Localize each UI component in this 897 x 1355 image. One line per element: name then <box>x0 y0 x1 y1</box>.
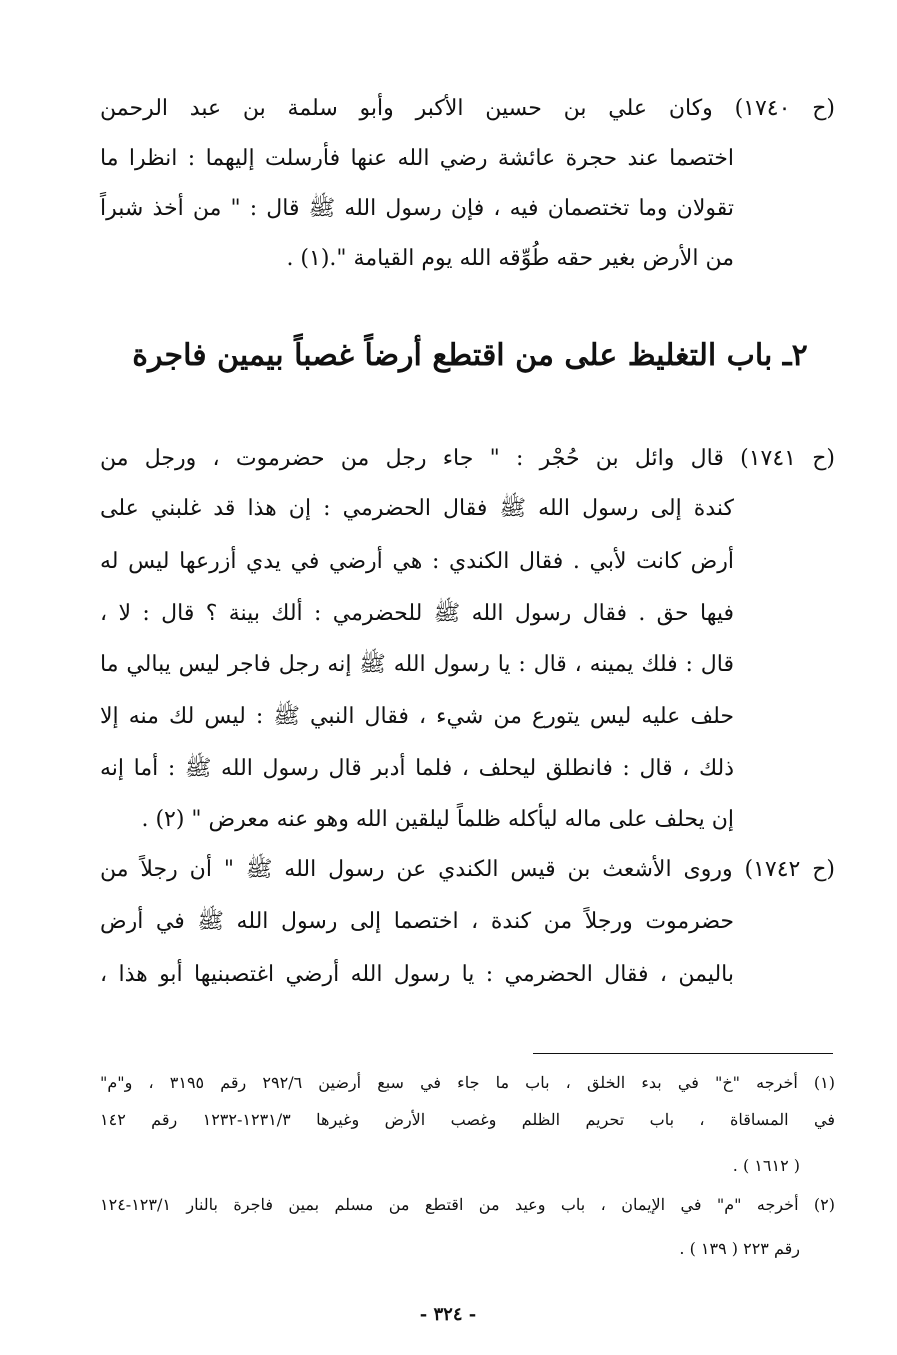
footnote-1-line-3: ( ١٦١٢ ) . <box>732 1156 800 1175</box>
hadith-1742-line-1: (ح ١٧٤٢) وروى الأشعث بن قيس الكندي عن رسول الله ﷺ " أن رجلاً من <box>100 857 836 882</box>
hadith-1742-line-2: حضرموت ورجلاً من كندة ، اختصما إلى رسول الله ﷺ في أرض <box>100 909 734 934</box>
hadith-1741-line-6: حلف عليه ليس يتورع من شيء ، فقال النبي ﷺ : ليس لك منه إلا <box>100 704 734 729</box>
hadith-1740-line-3: تقولان وما تختصمان فيه ، فإن رسول الله ﷺ قال : " من أخذ شبراً <box>100 196 734 221</box>
hadith-1741-line-3: أرض كانت لأبي . فقال الكندي : هي أرضي في يدي أزرعها ليس له <box>100 549 734 574</box>
hadith-1741-line-1: (ح ١٧٤١) قال وائل بن حُجْر : " جاء رجل من حضرموت ، ورجل من <box>100 446 835 471</box>
hadith-1742-line-3: باليمن ، فقال الحضرمي : يا رسول الله أرضي اغتصبنيها أبو هذا ، <box>100 962 734 987</box>
hadith-1741-line-2: كندة إلى رسول الله ﷺ فقال الحضرمي : إن هذا قد غلبني على <box>100 496 734 521</box>
hadith-1741-line-5: قال : فلك يمينه ، قال : يا رسول الله ﷺ إنه رجل فاجر ليس يبالي ما <box>100 652 734 677</box>
hadith-1741-line-7: ذلك ، قال : فانطلق ليحلف ، فلما أدبر قال رسول الله ﷺ : أما إنه <box>100 756 734 781</box>
hadith-1740-line-1: (ح ١٧٤٠) وكان علي بن حسين الأكبر وأبو سلمة بن عبد الرحمن <box>100 96 835 121</box>
page-number: - ٣٢٤ - <box>419 1304 477 1325</box>
hadith-1740-line-2: اختصما عند حجرة عائشة رضي الله عنها فأرسلت إليهما : انظرا ما <box>100 146 734 171</box>
footnote-2-line-1: (٢) أخرجه "م" في الإيمان ، باب وعيد من اقتطع من مسلم بمين فاجرة بالنار ١٢٣/١-١٢٤ <box>100 1195 836 1214</box>
hadith-1741-line-8: إن يحلف على ماله ليأكله ظلماً ليلقين الله وهو عنه معرض " (٢) . <box>141 807 734 832</box>
footnote-1-line-2: في المساقاة ، باب تحريم الظلم وغصب الأرض وغيرها ١٢٣١/٣-١٢٣٢ رقم ١٤٢ <box>100 1110 835 1129</box>
footnote-separator <box>533 1053 833 1054</box>
chapter-heading: ٢ـ باب التغليظ على من اقتطع أرضاً غصباً بيمين فاجرة <box>132 338 808 373</box>
hadith-1741-line-4: فيها حق . فقال رسول الله ﷺ للحضرمي : ألك بينة ؟ قال : لا ، <box>100 601 734 626</box>
hadith-1740-line-4: من الأرض بغير حقه طُوِّقه الله يوم القيامة ".(١) . <box>286 246 734 271</box>
footnote-1-line-1: (١) أخرجه "خ" في بدء الخلق ، باب ما جاء في سبع أرضين ٢٩٢/٦ رقم ٣١٩٥ ، و"م" <box>100 1073 835 1092</box>
footnote-2-line-2: رقم ٢٢٣ ( ١٣٩ ) . <box>679 1239 800 1258</box>
